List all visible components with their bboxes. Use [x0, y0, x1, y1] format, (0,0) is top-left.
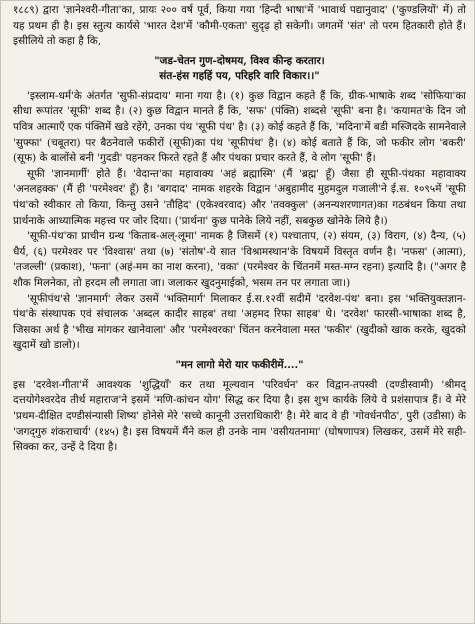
verse-quote-1 — [13, 54, 466, 84]
paragraph-darvesh-panth: 'सूफीपंथ'से 'ज्ञानमार्ग' लेकर उसमें 'भक्तिमार्ग' मिलाकर ई.स.१२वीं सदीमें 'दरवेश-पंथ' बना। इस 'भक्तियुक्तज्ञान-पंथ'के संस्थापक एवं संचालक 'अब्दल कादीर साहब' तथा 'अहमद रिफा साहब' थे। 'दरवेश' फारसी-भाषाका शब्द है, जिसका अर्थ है 'भीख मांगकर खानेवाला' और 'परमेश्वरका' चिंतन करनेवाला मस्त 'फकीर' (खुदीको खाक करके, खुदको खुदामें खो डालो)। — [13, 292, 466, 352]
verse-quote-2 — [13, 358, 466, 373]
paragraph-sufi-gyanmargi: सूफी 'ज्ञानमार्गी' होते हैं। 'वेदान्त'का महावाक्य 'अहं ब्रह्मास्मि' (मैं 'ब्रह्म' हूँ) जैसा ही सूफी-पंथका महावाक्य 'अनलहक्क' (मैं ही 'परमेश्वर' हूँ) है। 'बगदाद' नामक शहरके विद्वान 'अबुहामीद मुहमदुल गजाली'ने ई.स. १०९५में 'सूफी पंथ'को स्वीकार तो किया, किन्तु उसने 'तौहिद' (एकेश्वरवाद) और 'तवक्कुल' (अनन्यशरणागत)का गठबंधन किया तथा प्रार्थनाके आध्यात्मिक महत्त्व पर जोर दिया। ('प्रार्थना' कुछ पानेके लिये नहीं, सबकुछ खोनेके लिये है।) — [13, 167, 466, 227]
verse-line-1: "जड-चेतन गुण-दोषमय, विश्व कीन्ह करतार। — [154, 54, 325, 67]
paragraph-intro: १८८९) द्वारा 'ज्ञानेश्वरी-गीता'का, प्रायः २०० वर्ष पूर्व, किया गया 'हिन्दी भाषा'में 'भावार्थ पद्यानुवाद' ('कुण्डलियों' में) तो यह प्रथम ही है। इस स्तुत्य कार्यसे 'भारत देश'में 'कौमी-एकता' सुदृढ़ हो सकेगी। जगतमें 'संत' तो परम हितकारी होते हैं। इसीलिये तो कहा है कि, — [13, 4, 466, 48]
paragraph-darvesh-gita: इस 'दरवेश-गीता'में आवश्यक 'शुद्धियाँ' कर तथा मूल्यवान 'परिवर्धन' कर विद्वान-तपस्वी (दण्डीस्वामी) 'श्रीमद् दत्तयोगेश्वरदेव तीर्थ महाराज'ने इसमें 'मणि-कांचन योग' सिद्ध कर दिया है। इस शुभ कार्यके लिये वे प्रशंसापात्र हैं। वे मेरे 'प्रथम-दीक्षित दण्डीसंन्यासी शिष्य' होनेसे मेरे 'सच्चे कानूनी उत्तराधिकारी' है। मेरे बाद वे ही 'गोवर्धनपीठ', पुरी (उडीसा) के 'जगद्‌गुरु शंकराचार्य' (१४५) है। इस विषयमें मैंने कल ही उनके नाम 'वसीयतनामा' (घोषणापत्र) लिखकर, उसमें मेरे सही-सिक्का कर, उन्हें दे दिया है। — [13, 378, 466, 454]
paragraph-sufi-origin: 'इस्लाम-धर्म'के अंतर्गत 'सुफी-संप्रदाय' माना गया है। (१) कुछ विद्वान कहते हैं कि, ग्रीक-भाषाके शब्द 'सोफिया'का सीधा रूपांतर 'सूफी' शब्द है। (२) कुछ विद्वान मानते हैं कि, 'सफ' (पंक्ति) शब्दसे 'सूफी' बना है। 'कयामत'के दिन जो पवित्र आत्माएँ एक पंक्तिमें खडे रहेंगे, उनका पंथ 'सूफी पंथ' है। (३) कोई कहते हैं कि, 'मदिना'में बडी मस्जिदके सामनेवाले 'सुफ्फा' (चबूतरा) पर बैठनेवाले फकीरों (सूफी)का पंथ 'सूफीपंथ' है। (४) कोई बताते हैं कि, जो फकीर लोग 'बकरी' (सूफ) के बालोंसे बनी 'गुदडी' पहनकर फिरते रहते हैं और पंथका प्रचार करते हैं, वे लोग 'सूफी' हैं। — [13, 89, 466, 165]
verse-line-3: "मन लागो मेरो यार फकीरीमें...." — [175, 358, 304, 371]
paragraph-kitab-al-luma: 'सूफी-पंथ'का प्राचीन ग्रन्थ 'किताब-अल्-लूमा' नामक है जिसमें (१) पश्चाताप, (२) संयम, (३) विराग, (४) दैन्य, (५) धैर्य, (६) परमेश्वर पर 'विश्वास' तथा (७) 'संतोष'-ये सात 'विश्रामस्थान'के विषयमें विस्तृत वर्णन है। 'नफस' (आत्मा), 'तजल्ली' (प्रकाश), 'फना' (अहं-मम का नाश करना), 'वका' (परमेश्वर के चिंतनमें मस्त-मग्न रहना) इत्यादि है। ("अगर है शौक मिलनेका, तो हरदम लौ लगाता जा। जलाकर खुदनुमाईको, भसम तन पर लगाता जा।) — [13, 230, 466, 289]
verse-line-2: संत-हंस गहहिं पय, परिहरि वारि विकार।।" — [159, 69, 320, 82]
